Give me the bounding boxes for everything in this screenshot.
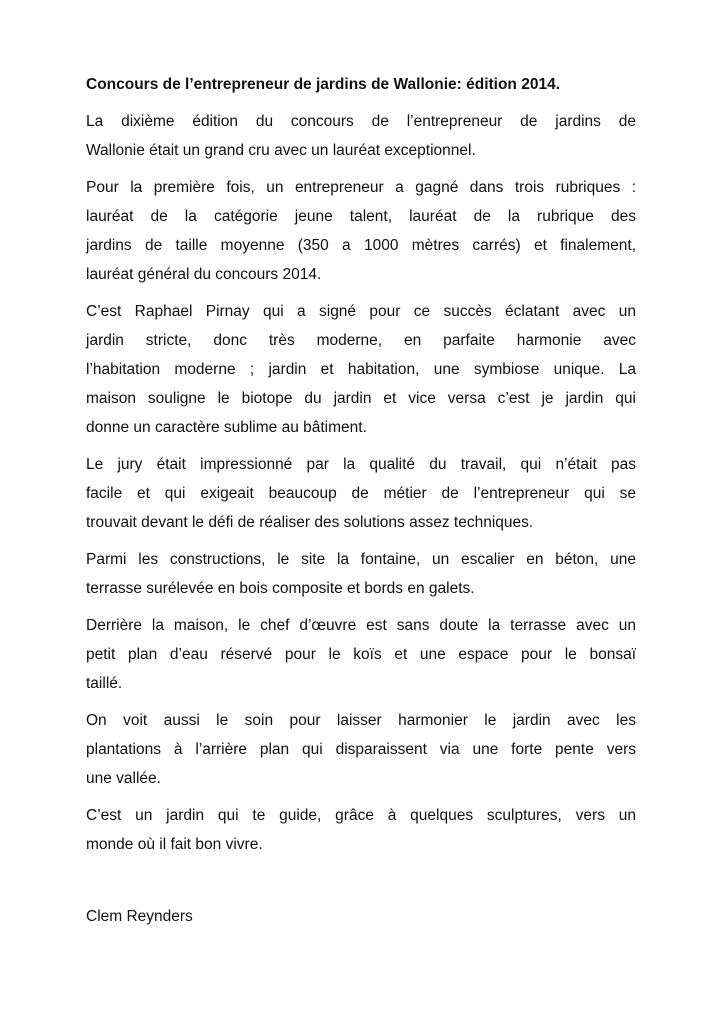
paragraph-line: La dixième édition du concours de l’entrepreneur de jardins de [86, 113, 636, 130]
paragraph [86, 611, 636, 698]
document-title: Concours de l’entrepreneur de jardins de Wallonie: édition 2014. [86, 76, 560, 93]
paragraph [86, 297, 636, 442]
paragraph [86, 107, 636, 165]
paragraph-line: Parmi les constructions, le site la fontaine, un escalier en béton, une [86, 551, 636, 568]
paragraph-line: monde où il fait bon vivre. [86, 836, 263, 853]
paragraph-line: trouvait devant le défi de réaliser des solutions assez techniques. [86, 514, 534, 531]
document-page [86, 70, 636, 931]
paragraph-line: Derrière la maison, le chef d’œuvre est sans doute la terrasse avec un [86, 617, 636, 634]
paragraph [86, 450, 636, 537]
paragraph [86, 545, 636, 603]
document-body [86, 107, 636, 859]
paragraph-line: C’est Raphael Pirnay qui a signé pour ce succès éclatant avec un [86, 303, 636, 320]
signature: Clem Reynders [86, 908, 193, 925]
paragraph-line: terrasse surélevée en bois composite et bords en galets. [86, 580, 475, 597]
paragraph-line: facile et qui exigeait beaucoup de métier de l’entrepreneur qui se [86, 485, 636, 502]
paragraph-line: jardins de taille moyenne (350 a 1000 mètres carrés) et finalement, [86, 237, 636, 254]
paragraph [86, 173, 636, 289]
paragraph-line: C’est un jardin qui te guide, grâce à quelques sculptures, vers un [86, 807, 636, 824]
paragraph-line: jardin stricte, donc très moderne, en parfaite harmonie avec [86, 332, 636, 349]
paragraph-line: lauréat général du concours 2014. [86, 266, 322, 283]
paragraph [86, 706, 636, 793]
paragraph-line: l’habitation moderne ; jardin et habitation, une symbiose unique. La [86, 361, 636, 378]
paragraph-line: donne un caractère sublime au bâtiment. [86, 419, 367, 436]
paragraph-line: Le jury était impressionné par la qualité du travail, qui n’était pas [86, 456, 636, 473]
paragraph-line: Pour la première fois, un entrepreneur a gagné dans trois rubriques : [86, 179, 636, 196]
paragraph-line: maison souligne le biotope du jardin et vice versa c’est je jardin qui [86, 390, 636, 407]
paragraph-line: une vallée. [86, 770, 161, 787]
paragraph-line: plantations à l’arrière plan qui disparaissent via une forte pente vers [86, 741, 636, 758]
paragraph-line: Wallonie était un grand cru avec un lauréat exceptionnel. [86, 142, 476, 159]
paragraph-line: taillé. [86, 675, 123, 692]
paragraph-line: On voit aussi le soin pour laisser harmonier le jardin avec les [86, 712, 636, 729]
paragraph [86, 801, 636, 859]
paragraph-line: lauréat de la catégorie jeune talent, lauréat de la rubrique des [86, 208, 636, 225]
paragraph-line: petit plan d’eau réservé pour le koïs et une espace pour le bonsaï [86, 646, 636, 663]
